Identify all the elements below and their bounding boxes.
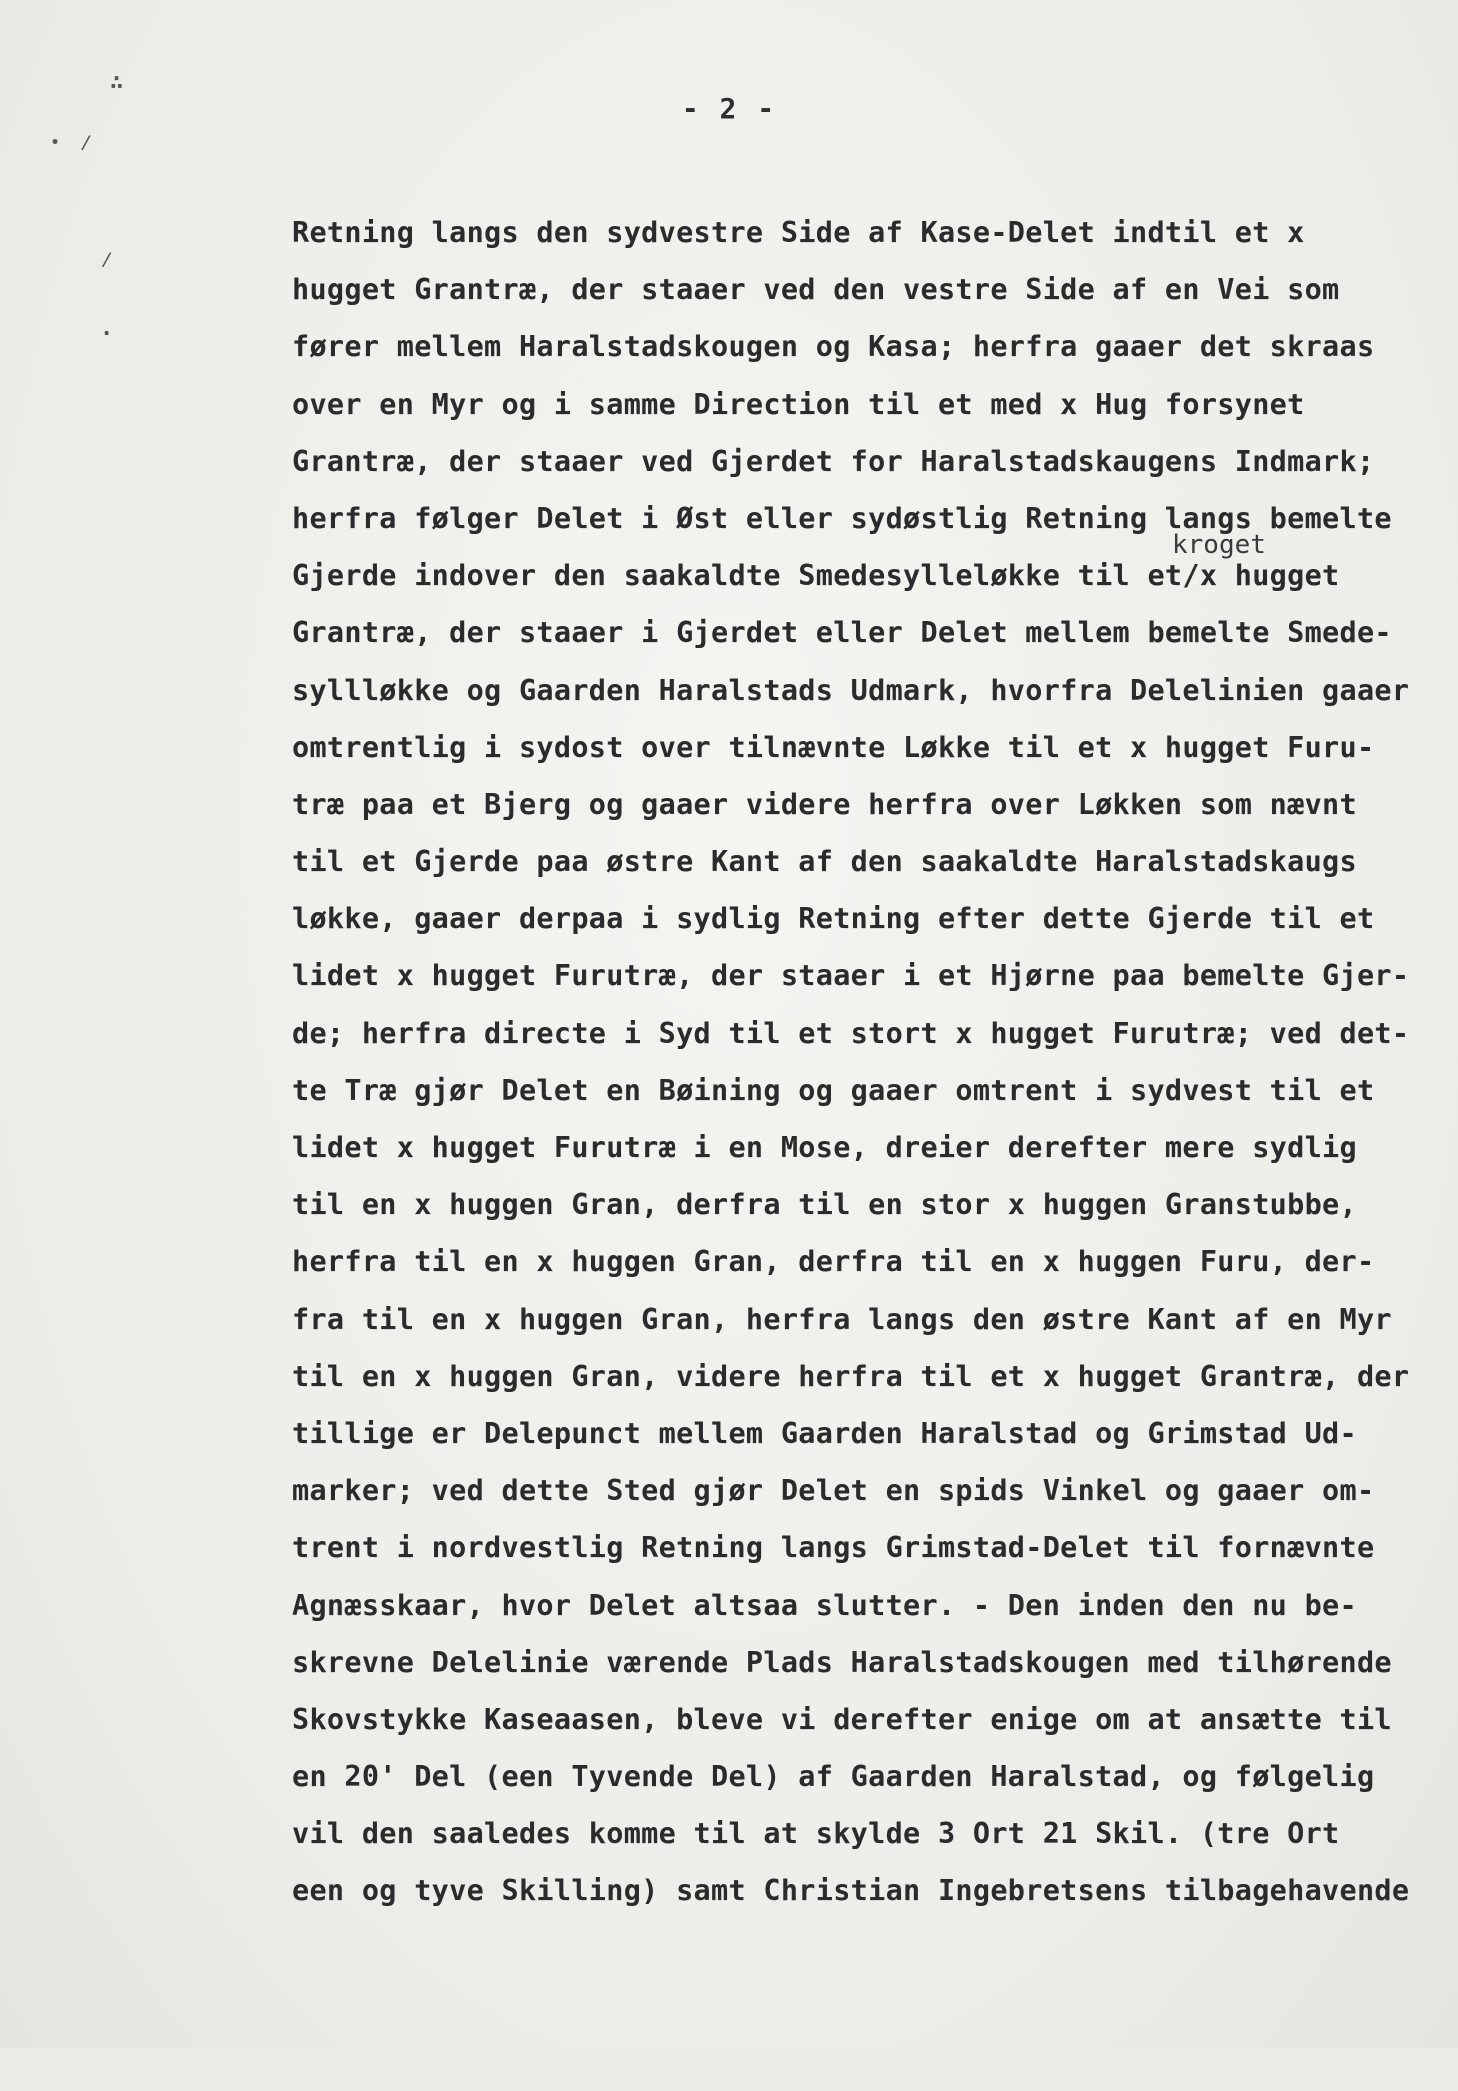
document-body <box>292 204 1422 2091</box>
text-line: de; herfra directe i Syd til et stort x hugget Furutræ; ved det- <box>292 1016 1410 1050</box>
margin-mark: ・ ⁄ <box>44 131 93 156</box>
handwritten-insertion: kroget <box>1172 530 1266 560</box>
margin-mark: ⁄ <box>100 248 114 273</box>
text-line: til et Gjerde paa østre Kant af den saakaldte Haralstadskaugs <box>292 845 1357 879</box>
margin-mark: · <box>100 322 114 347</box>
text-line <box>292 1977 1422 2034</box>
text-line: løkke, gaaer derpaa i sydlig Retning efter dette Gjerde til et <box>292 902 1375 936</box>
text-line: syllløkke og Gaarden Haralstads Udmark, hvorfra Delelinien gaaer <box>292 673 1410 707</box>
text-line: Grantræ, der staaer ved Gjerdet for Haralstadskaugens Indmark; <box>292 444 1375 478</box>
text-line <box>292 2034 1422 2091</box>
page-number: - 2 - <box>681 92 777 125</box>
text-line: te Træ gjør Delet en Bøining og gaaer omtrent i sydvest til et <box>292 1073 1375 1107</box>
text-line: Grantræ, der staaer i Gjerdet eller Delet mellem bemelte Smede- <box>292 616 1392 650</box>
text-line: til en x huggen Gran, derfra til en stor x huggen Granstubbe, <box>292 1188 1357 1222</box>
text-line: marker; ved dette Sted gjør Delet en spids Vinkel og gaaer om- <box>292 1474 1375 1508</box>
text-line: Gjerde indover den saakaldte Smedesyllеløkke til et/x hugget <box>292 559 1340 593</box>
text-line: hugget Grantræ, der staaer ved den vestre Side af en Vei som <box>292 273 1340 307</box>
text-line: een og tyve Skilling) samt Christian Ingebretsens tilbagehavende <box>292 1874 1410 1908</box>
text-line: fører mellem Haralstadskougen og Kasa; herfra gaaer det skraas <box>292 330 1375 364</box>
text-line: en 20' Del (een Tyvende Del) af Gaarden Haralstad, og følgelig <box>292 1760 1375 1794</box>
text-line: træ paa et Bjerg og gaaer videre herfra over Løkken som nævnt <box>292 787 1357 821</box>
text-line <box>292 1920 1422 1977</box>
text-line: lidet x hugget Furutræ i en Mose, dreier derefter mere sydlig <box>292 1131 1357 1164</box>
text-line: tillige er Delepunct mellem Gaarden Haralstad og Grimstad Ud- <box>292 1416 1357 1450</box>
text-line: Retning langs den sydvestre Side af Kase-Delet indtil et x <box>292 216 1305 249</box>
text-line: Skovstykke Kaseaasen, bleve vi derefter enige om at ansætte til <box>292 1702 1392 1736</box>
text-line: fra til en x huggen Gran, herfra langs den østre Kant af en Myr <box>292 1302 1392 1336</box>
text-line: lidet x hugget Furutræ, der staaer i et Hjørne paa bemelte Gjer- <box>292 959 1410 993</box>
text-line: Agnæsskaar, hvor Delet altsaa slutter. - Den inden den nu be- <box>292 1588 1357 1622</box>
text-line: skrevne Delelinie værende Plads Haralstadskougen med tilhørende <box>292 1645 1392 1679</box>
text-line: til en x huggen Gran, videre herfra til et x hugget Grantræ, der <box>292 1359 1410 1393</box>
text-line: vil den saaledes komme til at skylde 3 Ort 21 Skil. (tre Ort <box>292 1817 1340 1851</box>
text-line: over en Myr og i samme Direction til et med x Hug forsynet <box>292 387 1305 421</box>
text-line: omtrentlig i sydost over tilnævnte Løkke til et x hugget Furu- <box>292 730 1375 764</box>
text-line: herfra følger Delet i Øst eller sydøstlig Retning langs bemelte <box>292 501 1392 535</box>
margin-mark: ∴ <box>110 70 124 95</box>
text-line: herfra til en x huggen Gran, derfra til en x huggen Furu, der- <box>292 1245 1375 1279</box>
text-line: trent i nordvestlig Retning langs Grimstad-Delet til fornævnte <box>292 1531 1375 1565</box>
